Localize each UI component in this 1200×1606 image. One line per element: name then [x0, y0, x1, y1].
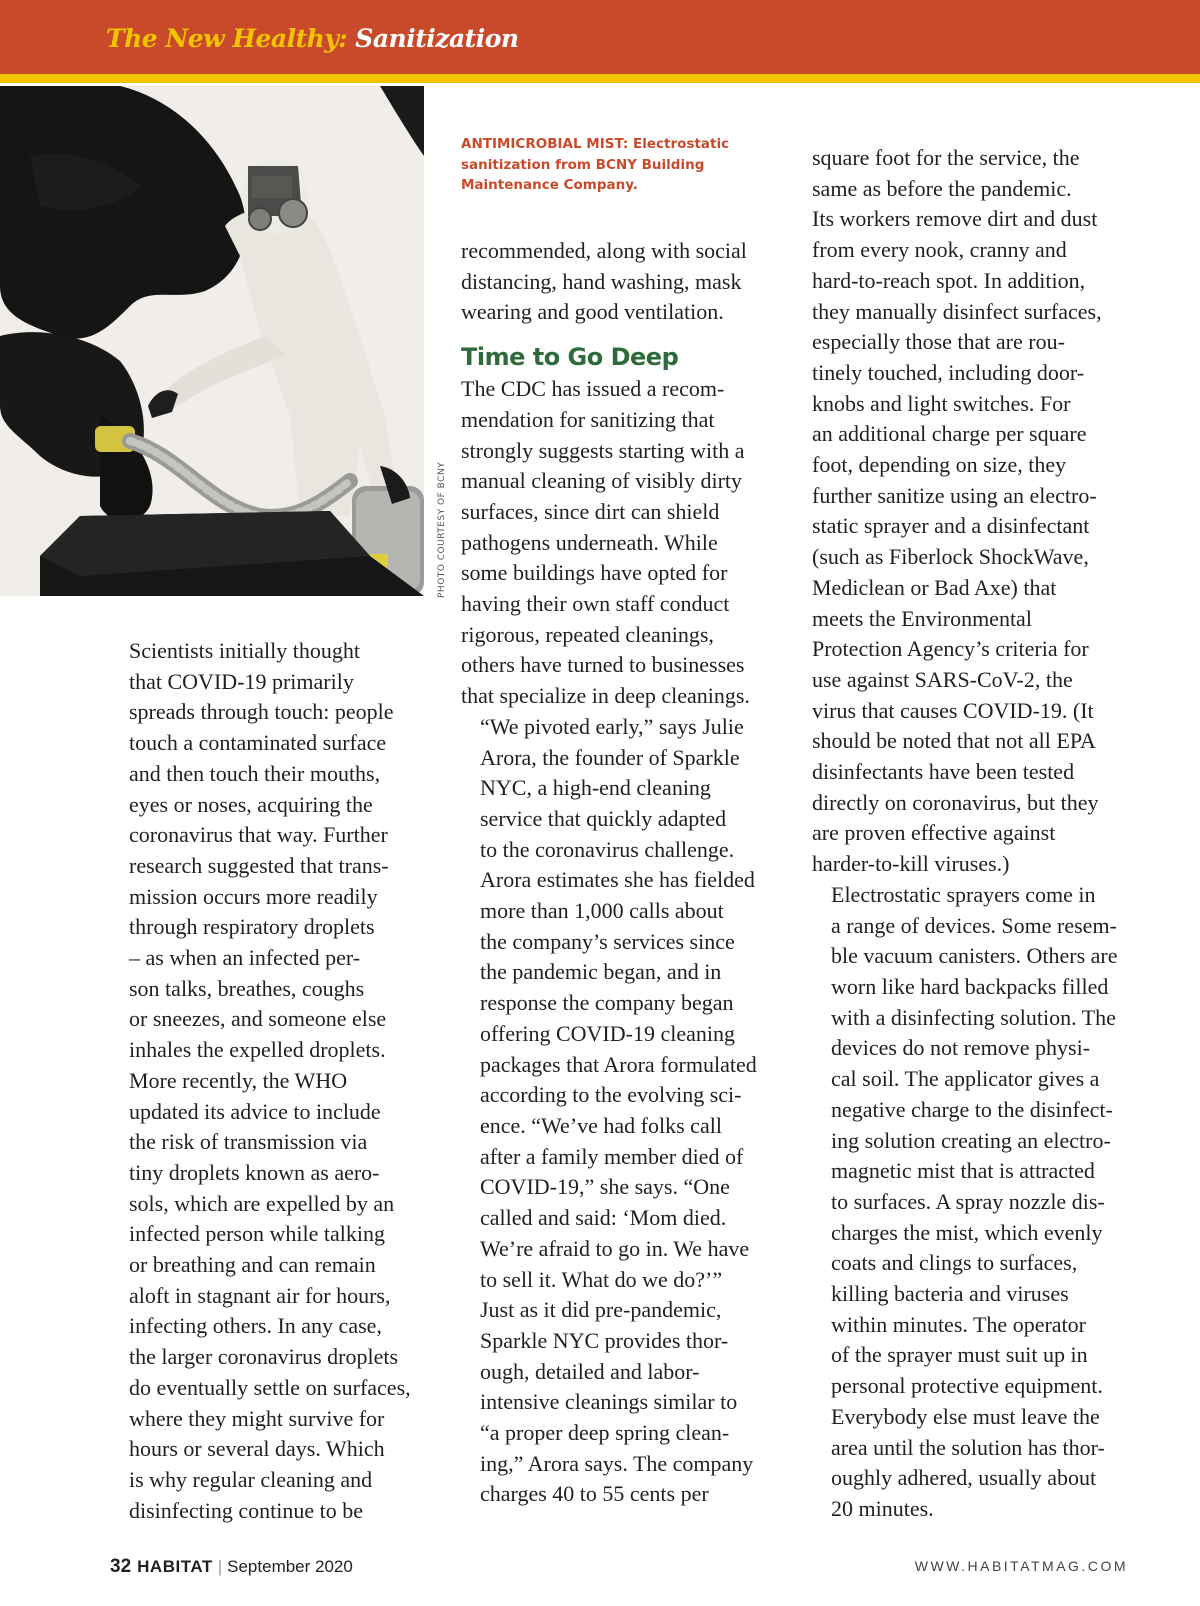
text-line: tinely touched, including door- — [812, 359, 1085, 385]
text-line: do eventually settle on surfaces, — [129, 1374, 411, 1400]
text-line: The CDC has issued a recom- — [461, 376, 725, 402]
folio-divider: | — [217, 1557, 223, 1576]
text-line: negative charge to the disinfect- — [831, 1096, 1113, 1122]
text-line: distancing, hand washing, mask — [461, 268, 742, 294]
text-line: disinfecting continue to be — [129, 1497, 363, 1523]
magazine-name: HABITAT — [137, 1557, 213, 1576]
text-line: (such as Fiberlock ShockWave, — [812, 544, 1089, 570]
text-line: virus that causes COVID-19. (It — [812, 697, 1094, 723]
text-line: strongly suggests starting with a — [461, 437, 745, 463]
photo-credit: PHOTO COURTESY OF BCNY — [437, 461, 447, 598]
photo-caption — [461, 134, 786, 196]
text-line: are proven effective against — [812, 820, 1056, 846]
text-line: that COVID-19 primarily — [129, 668, 354, 694]
caption-line: Maintenance Company. — [461, 177, 638, 193]
text-line: Just as it did pre-pandemic, — [480, 1297, 722, 1323]
text-line: spreads through touch: people — [129, 699, 394, 725]
text-line: the larger coronavirus droplets — [129, 1344, 399, 1370]
text-line: and then touch their mouths, — [129, 760, 381, 786]
text-line: recommended, along with social — [461, 238, 747, 263]
text-line: area until the solution has thor- — [831, 1434, 1105, 1460]
text-line: touch a contaminated surface — [129, 730, 387, 756]
article-column-2 — [461, 236, 781, 1510]
text-line: coronavirus that way. Further — [129, 822, 388, 848]
text-line: Arora, the founder of Sparkle — [480, 744, 740, 770]
paragraph — [461, 236, 781, 328]
text-line: to sell it. What do we do?’” — [480, 1266, 723, 1292]
paragraph — [461, 374, 781, 712]
article-column-3 — [812, 143, 1132, 1525]
text-line: packages that Arora formulated — [480, 1051, 757, 1077]
text-line: service that quickly adapted — [480, 805, 727, 831]
paragraph — [461, 1295, 781, 1510]
text-line: through respiratory droplets — [129, 914, 375, 940]
text-line: updated its advice to include — [129, 1098, 381, 1124]
text-line: COVID-19,” she says. “One — [480, 1174, 730, 1200]
text-line: charges 40 to 55 cents per — [480, 1481, 709, 1507]
text-line: Sparkle NYC provides thor- — [480, 1327, 729, 1353]
text-line: hard-to-reach spot. In addition, — [812, 267, 1086, 293]
text-line: within minutes. The operator — [831, 1311, 1086, 1337]
text-line: ence. “We’ve had folks call — [480, 1112, 722, 1138]
text-line: coats and clings to surfaces, — [831, 1250, 1078, 1276]
text-line: the pandemic began, and in — [480, 959, 722, 985]
paragraph — [812, 143, 1132, 880]
text-line: personal protective equipment. — [831, 1373, 1103, 1399]
text-line: Electrostatic sprayers come in — [831, 881, 1096, 907]
text-line: where they might survive for — [129, 1405, 385, 1431]
text-line: tiny droplets known as aero- — [129, 1159, 380, 1185]
text-line: Mediclean or Bad Axe) that — [812, 574, 1057, 600]
text-line: others have turned to businesses — [461, 652, 745, 678]
text-line: ing,” Arora says. The company — [480, 1450, 754, 1476]
paragraph — [110, 1066, 430, 1527]
article-column-1 — [110, 636, 430, 1526]
text-line: especially those that are rou- — [812, 329, 1065, 355]
text-line: eyes or noses, acquiring the — [129, 791, 373, 817]
website-url: WWW.HABITATMAG.COM — [914, 1558, 1128, 1574]
text-line: NYC, a high-end cleaning — [480, 775, 711, 801]
text-line: ough, detailed and labor- — [480, 1358, 700, 1384]
text-line: research suggested that trans- — [129, 852, 389, 878]
text-line: charges the mist, which evenly — [831, 1219, 1103, 1245]
text-line: response the company began — [480, 990, 734, 1016]
text-line: to the coronavirus challenge. — [480, 836, 735, 862]
text-line: 20 minutes. — [831, 1495, 934, 1521]
page-number: 32 — [110, 1556, 132, 1577]
text-line: with a disinfecting solution. The — [831, 1004, 1116, 1030]
section-subhead: Time to Go Deep — [461, 343, 679, 372]
text-line: that specialize in deep cleanings. — [461, 683, 750, 709]
text-line: Protection Agency’s criteria for — [812, 636, 1089, 662]
text-line: ble vacuum canisters. Others are — [831, 943, 1118, 969]
text-line: is why regular cleaning and — [129, 1466, 373, 1492]
text-line: should be noted that not all EPA — [812, 728, 1096, 754]
text-line: sols, which are expelled by an — [129, 1190, 395, 1216]
text-line: harder-to-kill viruses.) — [812, 851, 1010, 877]
text-line: manual cleaning of visibly dirty — [461, 468, 743, 494]
section-title-lead: The New Healthy — [106, 24, 339, 53]
text-line: surfaces, since dirt can shield — [461, 498, 720, 524]
text-line: intensive cleanings similar to — [480, 1389, 738, 1415]
header-stripe — [0, 74, 1200, 83]
caption-line: ANTIMICROBIAL MIST: Electrostatic — [461, 136, 730, 152]
text-line: directly on coronavirus, but they — [812, 789, 1099, 815]
text-line: son talks, breathes, coughs — [129, 975, 365, 1001]
text-line: some buildings have opted for — [461, 560, 728, 586]
text-line: square foot for the service, the — [812, 145, 1080, 170]
text-line: or sneezes, and someone else — [129, 1006, 387, 1032]
text-line: mission occurs more readily — [129, 883, 378, 909]
text-line: mendation for sanitizing that — [461, 406, 715, 432]
text-line: use against SARS-CoV-2, the — [812, 666, 1073, 692]
section-title-topic: Sanitization — [355, 24, 519, 53]
text-line: disinfectants have been tested — [812, 759, 1075, 785]
text-line: meets the Environmental — [812, 605, 1032, 631]
text-line: or breathing and can remain — [129, 1252, 376, 1278]
text-line: “a proper deep spring clean- — [480, 1420, 730, 1446]
text-line: wearing and good ventilation. — [461, 299, 724, 325]
text-line: having their own staff conduct — [461, 591, 730, 617]
paragraph — [812, 880, 1132, 1525]
text-line: hours or several days. Which — [129, 1436, 385, 1462]
section-title-separator: : — [338, 24, 348, 53]
text-line: ing solution creating an electro- — [831, 1127, 1111, 1153]
text-line: more than 1,000 calls about — [480, 898, 724, 924]
text-line: according to the evolving sci- — [480, 1082, 742, 1108]
text-line: “We pivoted early,” says Julie — [480, 713, 744, 739]
text-line: to surfaces. A spray nozzle dis- — [831, 1188, 1105, 1214]
page-folio — [110, 1556, 353, 1578]
paragraph — [461, 712, 781, 1295]
photo-illustration — [0, 86, 424, 596]
text-line: pathogens underneath. While — [461, 529, 718, 555]
caption-line: sanitization from BCNY Building — [461, 156, 705, 173]
text-line: foot, depending on size, they — [812, 452, 1067, 478]
text-line: Everybody else must leave the — [831, 1403, 1100, 1429]
text-line: killing bacteria and viruses — [831, 1281, 1069, 1307]
text-line: worn like hard backpacks filled — [831, 973, 1109, 999]
text-line: Arora estimates she has fielded — [480, 867, 755, 893]
text-line: of the sprayer must suit up in — [831, 1342, 1088, 1368]
text-line: a range of devices. Some resem- — [831, 912, 1117, 938]
text-line: after a family member died of — [480, 1143, 744, 1169]
text-line: Its workers remove dirt and dust — [812, 206, 1098, 232]
text-line: offering COVID-19 cleaning — [480, 1020, 735, 1046]
text-line: same as before the pandemic. — [812, 175, 1072, 201]
text-line: More recently, the WHO — [129, 1067, 348, 1093]
text-line: inhales the expelled droplets. — [129, 1037, 386, 1063]
text-line: oughly adhered, usually about — [831, 1465, 1097, 1491]
article-photo — [0, 86, 424, 596]
text-line: an additional charge per square — [812, 421, 1087, 447]
text-line: devices do not remove physi- — [831, 1035, 1091, 1061]
text-line: static sprayer and a disinfectant — [812, 513, 1090, 539]
text-line: Scientists initially thought — [129, 638, 360, 663]
text-line: further sanitize using an electro- — [812, 482, 1097, 508]
text-line: We’re afraid to go in. We have — [480, 1235, 750, 1261]
text-line: – as when an infected per- — [129, 945, 361, 971]
text-line: called and said: ‘Mom died. — [480, 1205, 727, 1231]
text-line: infecting others. In any case, — [129, 1313, 382, 1339]
text-line: knobs and light switches. For — [812, 390, 1071, 416]
text-line: the company’s services since — [480, 928, 735, 954]
text-line: from every nook, cranny and — [812, 237, 1067, 263]
text-line: cal soil. The applicator gives a — [831, 1066, 1100, 1092]
text-line: they manually disinfect surfaces, — [812, 298, 1102, 324]
section-title — [106, 24, 519, 53]
issue-date: September 2020 — [227, 1557, 353, 1576]
text-line: magnetic mist that is attracted — [831, 1158, 1095, 1184]
text-line: infected person while talking — [129, 1221, 385, 1247]
text-line: the risk of transmission via — [129, 1129, 368, 1155]
text-line: aloft in stagnant air for hours, — [129, 1282, 391, 1308]
paragraph — [110, 636, 430, 1066]
text-line: rigorous, repeated cleanings, — [461, 621, 714, 647]
